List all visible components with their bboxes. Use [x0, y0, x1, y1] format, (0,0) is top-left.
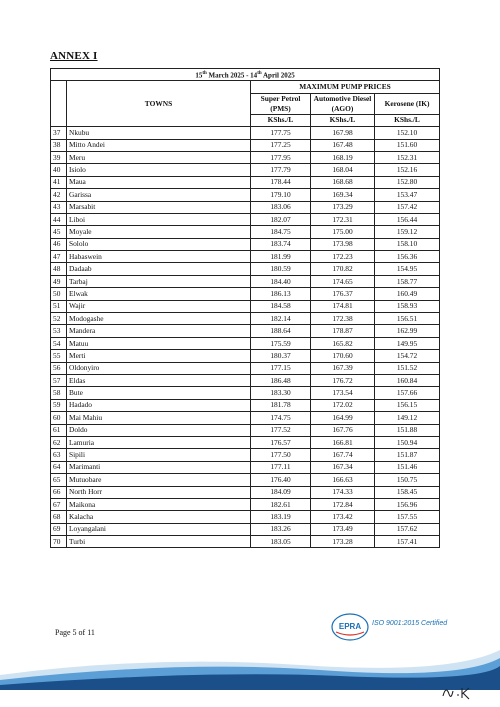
ago-price: 167.76 — [311, 424, 375, 436]
row-number: 57 — [51, 374, 67, 386]
table-row — [51, 288, 440, 300]
row-number: 44 — [51, 213, 67, 225]
town-name: Bute — [67, 387, 251, 399]
row-number: 54 — [51, 337, 67, 349]
table-row — [51, 164, 440, 176]
column-header-ago: Automotive Diesel (AGO) — [311, 93, 375, 114]
ago-price: 173.42 — [311, 511, 375, 523]
town-name: Mai Mahiu — [67, 412, 251, 424]
ik-price: 154.95 — [375, 263, 440, 275]
ago-price: 176.72 — [311, 374, 375, 386]
town-name: Hadado — [67, 399, 251, 411]
ik-price: 157.62 — [375, 523, 440, 535]
town-name: Isiolo — [67, 164, 251, 176]
row-number: 37 — [51, 127, 67, 139]
annex-heading: ANNEX I — [50, 50, 98, 62]
town-name: Wajir — [67, 300, 251, 312]
pms-price: 177.11 — [251, 461, 311, 473]
ik-price: 154.72 — [375, 350, 440, 362]
ago-price: 167.74 — [311, 449, 375, 461]
town-name: Maua — [67, 176, 251, 188]
row-number: 51 — [51, 300, 67, 312]
ik-price: 156.96 — [375, 498, 440, 510]
ago-price: 174.33 — [311, 486, 375, 498]
table-row — [51, 350, 440, 362]
table-row — [51, 461, 440, 473]
ik-price: 160.84 — [375, 374, 440, 386]
town-name: Mutuobare — [67, 474, 251, 486]
pms-price: 177.75 — [251, 127, 311, 139]
ago-price: 167.48 — [311, 139, 375, 151]
town-name: Marimanti — [67, 461, 251, 473]
pms-price: 183.74 — [251, 238, 311, 250]
pms-price: 184.40 — [251, 275, 311, 287]
ik-price: 151.46 — [375, 461, 440, 473]
table-row — [51, 436, 440, 448]
ago-price: 172.84 — [311, 498, 375, 510]
ik-price: 158.77 — [375, 275, 440, 287]
ago-price: 176.37 — [311, 288, 375, 300]
pms-price: 183.05 — [251, 536, 311, 548]
row-number: 61 — [51, 424, 67, 436]
ik-price: 152.80 — [375, 176, 440, 188]
ik-price: 158.93 — [375, 300, 440, 312]
footer-wave-decoration — [0, 630, 500, 690]
town-name: Eldas — [67, 374, 251, 386]
row-number: 59 — [51, 399, 67, 411]
table-row — [51, 424, 440, 436]
max-pump-prices-header: MAXIMUM PUMP PRICES — [251, 81, 440, 93]
table-row — [51, 387, 440, 399]
ago-price: 174.81 — [311, 300, 375, 312]
pms-price: 186.13 — [251, 288, 311, 300]
table-row — [51, 127, 440, 139]
table-row — [51, 201, 440, 213]
ago-price: 166.81 — [311, 436, 375, 448]
iso-certification: ISO 9001:2015 Certified — [372, 620, 448, 627]
ago-price: 168.68 — [311, 176, 375, 188]
row-number: 42 — [51, 189, 67, 201]
ik-price: 151.60 — [375, 139, 440, 151]
ik-price: 158.10 — [375, 238, 440, 250]
row-number: 66 — [51, 486, 67, 498]
ago-price: 174.65 — [311, 275, 375, 287]
town-name: Nkubu — [67, 127, 251, 139]
ik-price: 149.12 — [375, 412, 440, 424]
row-number: 48 — [51, 263, 67, 275]
town-name: Turbi — [67, 536, 251, 548]
ik-price: 157.42 — [375, 201, 440, 213]
unit-pms: KShs./L — [251, 114, 311, 126]
pms-price: 176.57 — [251, 436, 311, 448]
row-number: 40 — [51, 164, 67, 176]
ik-price: 157.55 — [375, 511, 440, 523]
town-name: Moyale — [67, 226, 251, 238]
row-number: 39 — [51, 151, 67, 163]
table-row — [51, 275, 440, 287]
row-number: 58 — [51, 387, 67, 399]
pms-price: 186.48 — [251, 374, 311, 386]
table-row — [51, 374, 440, 386]
town-name: Maikona — [67, 498, 251, 510]
table-row — [51, 213, 440, 225]
table-row — [51, 536, 440, 548]
town-name: North Horr — [67, 486, 251, 498]
ago-price: 169.34 — [311, 189, 375, 201]
table-row — [51, 238, 440, 250]
town-name: Meru — [67, 151, 251, 163]
ago-price: 167.39 — [311, 362, 375, 374]
pms-price: 178.44 — [251, 176, 311, 188]
table-row — [51, 251, 440, 263]
pms-price: 182.07 — [251, 213, 311, 225]
ago-price: 167.34 — [311, 461, 375, 473]
ik-price: 156.51 — [375, 313, 440, 325]
town-name: Habaswein — [67, 251, 251, 263]
table-row — [51, 474, 440, 486]
ago-price: 165.82 — [311, 337, 375, 349]
ik-price: 157.41 — [375, 536, 440, 548]
row-number: 50 — [51, 288, 67, 300]
pms-price: 181.99 — [251, 251, 311, 263]
table-row — [51, 362, 440, 374]
town-name: Lamuria — [67, 436, 251, 448]
ago-price: 167.98 — [311, 127, 375, 139]
ik-price: 152.31 — [375, 151, 440, 163]
town-name: Doldo — [67, 424, 251, 436]
row-number: 69 — [51, 523, 67, 535]
ago-price: 173.54 — [311, 387, 375, 399]
pms-price: 184.75 — [251, 226, 311, 238]
table-row — [51, 300, 440, 312]
unit-ago: KShs./L — [311, 114, 375, 126]
pms-price: 179.10 — [251, 189, 311, 201]
pms-price: 183.19 — [251, 511, 311, 523]
table-row — [51, 449, 440, 461]
pms-price: 175.59 — [251, 337, 311, 349]
table-row — [51, 337, 440, 349]
town-name: Liboi — [67, 213, 251, 225]
ik-price: 158.45 — [375, 486, 440, 498]
ik-price: 153.47 — [375, 189, 440, 201]
number-column-header — [51, 81, 67, 127]
pms-price: 180.37 — [251, 350, 311, 362]
town-name: Mandera — [67, 325, 251, 337]
ik-price: 150.75 — [375, 474, 440, 486]
table-row — [51, 151, 440, 163]
row-number: 68 — [51, 511, 67, 523]
towns-header: TOWNS — [67, 81, 251, 127]
ago-price: 170.60 — [311, 350, 375, 362]
town-name: Loyangalani — [67, 523, 251, 535]
ago-price: 175.00 — [311, 226, 375, 238]
ago-price: 173.98 — [311, 238, 375, 250]
row-number: 67 — [51, 498, 67, 510]
pms-price: 174.75 — [251, 412, 311, 424]
row-number: 52 — [51, 313, 67, 325]
pms-price: 177.52 — [251, 424, 311, 436]
row-number: 45 — [51, 226, 67, 238]
ik-price: 157.66 — [375, 387, 440, 399]
row-number: 60 — [51, 412, 67, 424]
column-header-pms: Super Petrol (PMS) — [251, 93, 311, 114]
unit-ik: KShs./L — [375, 114, 440, 126]
ago-price: 172.02 — [311, 399, 375, 411]
pms-price: 183.26 — [251, 523, 311, 535]
ago-price: 172.23 — [311, 251, 375, 263]
table-row — [51, 511, 440, 523]
town-name: Modogashe — [67, 313, 251, 325]
town-name: Mitto Andei — [67, 139, 251, 151]
table-row — [51, 523, 440, 535]
ik-price: 156.44 — [375, 213, 440, 225]
ik-price: 156.15 — [375, 399, 440, 411]
ik-price: 150.94 — [375, 436, 440, 448]
table-row — [51, 325, 440, 337]
table-row — [51, 399, 440, 411]
town-name: Sololo — [67, 238, 251, 250]
table-row — [51, 226, 440, 238]
row-number: 49 — [51, 275, 67, 287]
logo-text: EPRA — [338, 622, 362, 631]
table-row — [51, 412, 440, 424]
ago-price: 168.04 — [311, 164, 375, 176]
pms-price: 182.61 — [251, 498, 311, 510]
ago-price: 173.49 — [311, 523, 375, 535]
ik-price: 156.36 — [375, 251, 440, 263]
pms-price: 177.79 — [251, 164, 311, 176]
pms-price: 177.25 — [251, 139, 311, 151]
page-number: Page 5 of 11 — [55, 628, 95, 637]
ik-price: 151.88 — [375, 424, 440, 436]
ik-price: 162.99 — [375, 325, 440, 337]
table-row — [51, 189, 440, 201]
pms-price: 182.14 — [251, 313, 311, 325]
row-number: 38 — [51, 139, 67, 151]
pms-price: 177.15 — [251, 362, 311, 374]
row-number: 47 — [51, 251, 67, 263]
ago-price: 172.31 — [311, 213, 375, 225]
row-number: 41 — [51, 176, 67, 188]
ik-price: 149.95 — [375, 337, 440, 349]
pms-price: 183.06 — [251, 201, 311, 213]
ik-price: 152.16 — [375, 164, 440, 176]
row-number: 56 — [51, 362, 67, 374]
table-row — [51, 486, 440, 498]
table-row — [51, 176, 440, 188]
table-row — [51, 139, 440, 151]
pms-price: 184.58 — [251, 300, 311, 312]
ik-price: 160.49 — [375, 288, 440, 300]
ik-price: 152.10 — [375, 127, 440, 139]
town-name: Garissa — [67, 189, 251, 201]
pms-price: 181.78 — [251, 399, 311, 411]
pump-prices-table — [50, 68, 440, 548]
row-number: 46 — [51, 238, 67, 250]
town-name: Sipili — [67, 449, 251, 461]
row-number: 55 — [51, 350, 67, 362]
ik-price: 159.12 — [375, 226, 440, 238]
pms-price: 184.09 — [251, 486, 311, 498]
pms-price: 188.64 — [251, 325, 311, 337]
column-header-ik: Kerosene (IK) — [375, 93, 440, 114]
town-name: Matuu — [67, 337, 251, 349]
ik-price: 151.52 — [375, 362, 440, 374]
town-name: Dadaab — [67, 263, 251, 275]
ago-price: 168.19 — [311, 151, 375, 163]
town-name: Oldonyiro — [67, 362, 251, 374]
town-name: Elwak — [67, 288, 251, 300]
period-header: 15th March 2025 - 14th April 2025 — [51, 69, 440, 81]
town-name: Merti — [67, 350, 251, 362]
pms-price: 176.40 — [251, 474, 311, 486]
pms-price: 180.59 — [251, 263, 311, 275]
pms-price: 177.50 — [251, 449, 311, 461]
ago-price: 173.28 — [311, 536, 375, 548]
ago-price: 173.29 — [311, 201, 375, 213]
row-number: 62 — [51, 436, 67, 448]
ago-price: 172.38 — [311, 313, 375, 325]
row-number: 65 — [51, 474, 67, 486]
table-row — [51, 498, 440, 510]
row-number: 53 — [51, 325, 67, 337]
ago-price: 166.63 — [311, 474, 375, 486]
table-row — [51, 313, 440, 325]
ago-price: 178.87 — [311, 325, 375, 337]
town-name: Kalacha — [67, 511, 251, 523]
pms-price: 177.95 — [251, 151, 311, 163]
town-name: Marsabit — [67, 201, 251, 213]
row-number: 63 — [51, 449, 67, 461]
row-number: 64 — [51, 461, 67, 473]
table-row — [51, 263, 440, 275]
signature-initials — [440, 682, 480, 702]
row-number: 43 — [51, 201, 67, 213]
ago-price: 170.82 — [311, 263, 375, 275]
ik-price: 151.87 — [375, 449, 440, 461]
town-name: Tarbaj — [67, 275, 251, 287]
row-number: 70 — [51, 536, 67, 548]
pms-price: 183.30 — [251, 387, 311, 399]
ago-price: 164.99 — [311, 412, 375, 424]
